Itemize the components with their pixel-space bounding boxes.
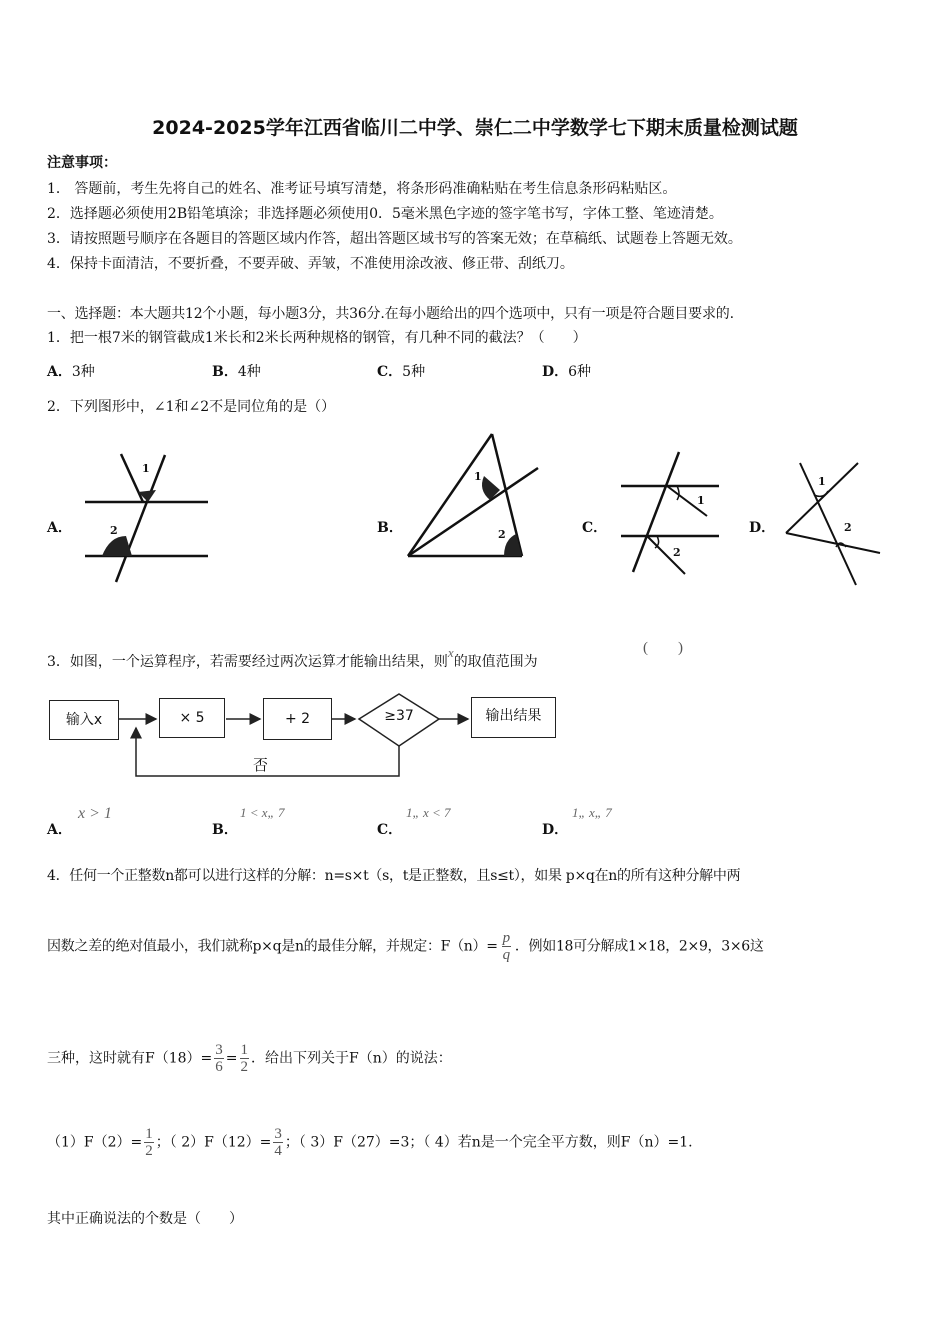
notice-heading: 注意事项：: [47, 155, 117, 171]
q3-option-c-expr: 1„ x < 7: [406, 805, 451, 820]
notice-item: 3．请按照题号顺序在各题目的答题区域内作答，超出答题区域书写的答案无效；在草稿纸、试题卷上答题无效。: [47, 231, 742, 247]
question-4-line1: 4．任何一个正整数n都可以进行这样的分解：n=s×t（s，t是正整数，且s≤t），如果 p×q在n的所有这种分解中两: [47, 868, 741, 884]
angle-label-2: 2: [110, 524, 118, 537]
q2-option-b: B．: [377, 520, 403, 536]
figure-b: [400, 428, 545, 563]
q2-option-d: D．: [749, 520, 776, 536]
q3-option-d-expr: 1„ x„ 7: [572, 805, 612, 820]
figure-d: [780, 455, 890, 590]
angle-label-1: 1: [697, 494, 705, 507]
q3-option-c: C．: [377, 822, 403, 838]
notice-item: 4．保持卡面清洁，不要折叠，不要弄破、弄皱，不准使用涂改液、修正带、刮纸刀。: [47, 256, 574, 272]
figure-c: [615, 448, 725, 578]
question-2-stem: 2．下列图形中，∠1和∠2不是同位角的是（）: [47, 399, 336, 415]
q3-option-d: D．: [542, 822, 569, 838]
flow-multiply: × 5: [159, 698, 225, 738]
question-1-stem: 1．把一根7米的钢管截成1米长和2米长两种规格的钢管，有几种不同的截法？（ ）: [47, 330, 587, 346]
question-4-line3: 三种，这时就有F（18）= $\frac{3}{6}$ = $\frac{1}{2}$ ．给出下列关于F（n）的说法：: [47, 1042, 452, 1075]
q2-option-a: A．: [47, 520, 72, 536]
notice-item: 1． 答题前，考生先将自己的姓名、准考证号填写清楚，将条形码准确粘贴在考生信息条形码粘贴区。: [47, 181, 677, 197]
question-3-stem: 3．如图，一个运算程序，若需要经过两次运算才能输出结果，则x的取值范围为: [47, 645, 538, 670]
q1-option-d: D．6种: [542, 364, 592, 380]
question-4-statements: （1）F（2）= $\frac{1}{2}$ ；（ 2）F（12）= $\frac{3}{4}$ ；（ 3）F（27）=3；（ 4）若n是一个完全平方数，则F（n）=1.: [47, 1126, 693, 1159]
q1-option-b: B．4种: [212, 364, 261, 380]
angle-label-1: 1: [818, 475, 826, 488]
angle-label-2: 2: [498, 528, 506, 541]
figure-a: [80, 450, 215, 590]
q3-option-b: B．: [212, 822, 238, 838]
flow-output: 输出结果: [471, 697, 556, 738]
flow-add: + 2: [263, 698, 332, 740]
q3-option-b-expr: 1 < x„ 7: [240, 805, 285, 820]
section-heading: 一、选择题：本大题共12个小题，每小题3分，共36分.在每小题给出的四个选项中，只有一项是符合题目要求的.: [47, 306, 734, 322]
question-4-line2: 因数之差的绝对值最小，我们就称p×q是n的最佳分解，并规定：F（n）= $\frac{p}{q}$ ．例如18可分解成1×18，2×9，3×6这: [47, 930, 764, 963]
page-title: 2024-2025学年江西省临川二中学、崇仁二中学数学七下期末质量检测试题: [152, 117, 798, 139]
q3-option-a: A．: [47, 822, 72, 838]
q3-option-a-expr: x > 1: [78, 805, 112, 822]
angle-label-2: 2: [844, 521, 852, 534]
q1-option-c: C．5种: [377, 364, 426, 380]
question-4-ask: 其中正确说法的个数是（ ）: [47, 1211, 243, 1227]
angle-label-1: 1: [474, 470, 482, 483]
q3-paren: ( ): [643, 640, 683, 656]
q1-option-a: A．3种: [47, 364, 95, 380]
angle-label-1: 1: [142, 462, 150, 475]
angle-label-2: 2: [673, 546, 681, 559]
notice-item: 2．选择题必须使用2B铅笔填涂；非选择题必须使用0．5毫米黑色字迹的签字笔书写，字体工整、笔迹清楚。: [47, 206, 723, 222]
flow-input: 输入x: [49, 700, 119, 740]
flow-condition: ≥37: [384, 708, 414, 724]
flow-no-label: 否: [253, 756, 269, 774]
q2-option-c: C．: [582, 520, 608, 536]
